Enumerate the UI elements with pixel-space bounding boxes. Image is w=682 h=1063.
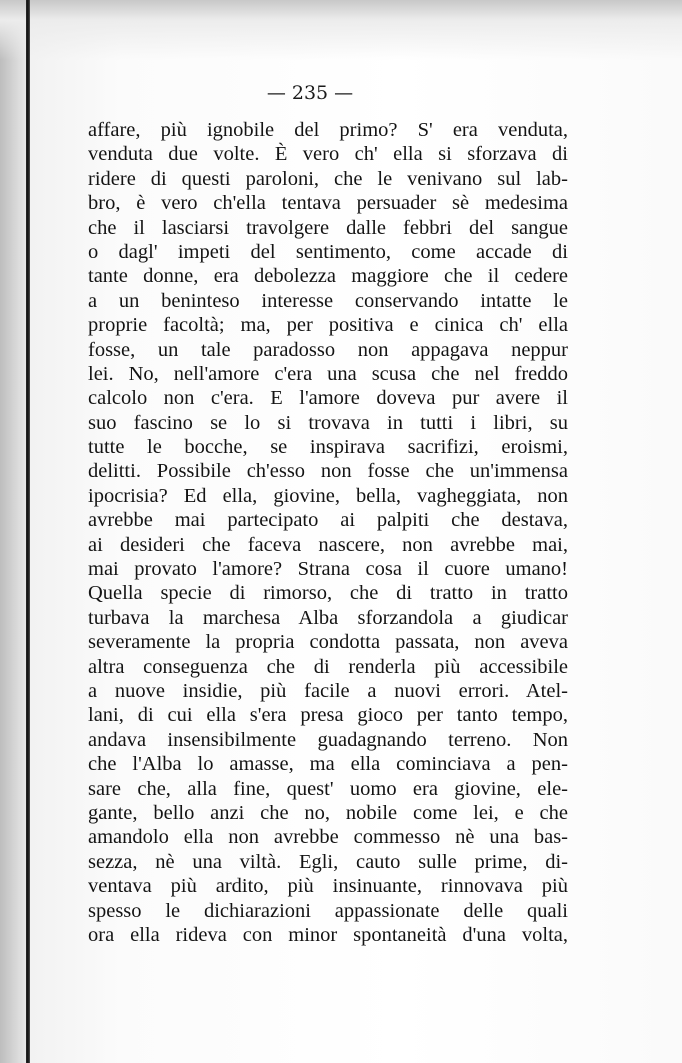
text-line: che il lasciarsi travolgere dalle febbri del sangue	[88, 216, 568, 239]
text-line: gante, bello anzi che no, nobile come lei, e che	[88, 801, 568, 824]
text-line: o dagl' impeti del sentimento, come accade di	[88, 240, 568, 263]
page-number: — 235 —	[266, 82, 354, 104]
text-line: severamente la propria condotta passata, non aveva	[88, 631, 568, 654]
text-line: delitti. Possibile ch'esso non fosse che un'immensa	[88, 460, 568, 483]
text-line: lei. No, nell'amore c'era una scusa che nel freddo	[88, 362, 568, 385]
text-line: a nuove insidie, più facile a nuovi errori. Atel-	[88, 679, 568, 702]
text-line: bro, è vero ch'ella tentava persuader sè medesima	[88, 192, 568, 215]
text-line: ridere di questi paroloni, che le venivano sul lab-	[88, 167, 568, 190]
text-line: andava insensibilmente guadagnando terreno. Non	[88, 728, 568, 751]
text-line: altra conseguenza che di renderla più accessibile	[88, 655, 568, 678]
text-line: ipocrisia? Ed ella, giovine, bella, vagheggiata, non	[88, 484, 568, 507]
text-line: amandolo ella non avrebbe commesso nè una bas-	[88, 826, 568, 849]
text-line: che l'Alba lo amasse, ma ella cominciava a pen-	[88, 753, 568, 776]
text-line: ai desideri che faceva nascere, non avrebbe mai,	[88, 533, 568, 556]
text-line: fosse, un tale paradosso non appagava neppur	[88, 338, 568, 361]
text-line: turbava la marchesa Alba sforzandola a giudicar	[88, 606, 568, 629]
spine-line	[26, 0, 30, 1063]
spine-shadow	[0, 0, 26, 1063]
text-line: mai provato l'amore? Strana cosa il cuore umano!	[88, 558, 568, 581]
text-line: venduta due volte. È vero ch' ella si sforzava di	[88, 143, 568, 166]
text-line: ventava più ardito, più insinuante, rinnovava più	[88, 875, 568, 898]
text-line: tante donne, era debolezza maggiore che il cedere	[88, 265, 568, 288]
text-line: ora ella rideva con minor spontaneità d'una volta,	[88, 923, 568, 946]
top-shade	[0, 0, 682, 60]
text-line: lani, di cui ella s'era presa gioco per tanto tempo,	[88, 704, 568, 727]
text-line: Quella specie di rimorso, che di tratto in tratto	[88, 582, 568, 605]
text-line: sare che, alla fine, quest' uomo era giovine, ele-	[88, 777, 568, 800]
text-line: a un beninteso interesse conservando intatte le	[88, 289, 568, 312]
text-line: tutte le bocche, se inspirava sacrifizi, eroismi,	[88, 436, 568, 459]
body-text	[88, 118, 568, 947]
text-line: sezza, nè una viltà. Egli, cauto sulle prime, di-	[88, 850, 568, 873]
text-line: affare, più ignobile del primo? S' era venduta,	[88, 119, 568, 141]
text-line: proprie facoltà; ma, per positiva e cinica ch' ella	[88, 314, 568, 337]
text-line: calcolo non c'era. E l'amore doveva pur avere il	[88, 387, 568, 410]
text-line: avrebbe mai partecipato ai palpiti che destava,	[88, 509, 568, 532]
text-line: suo fascino se lo si trovava in tutti i libri, su	[88, 411, 568, 434]
text-line: spesso le dichiarazioni appassionate delle quali	[88, 899, 568, 922]
